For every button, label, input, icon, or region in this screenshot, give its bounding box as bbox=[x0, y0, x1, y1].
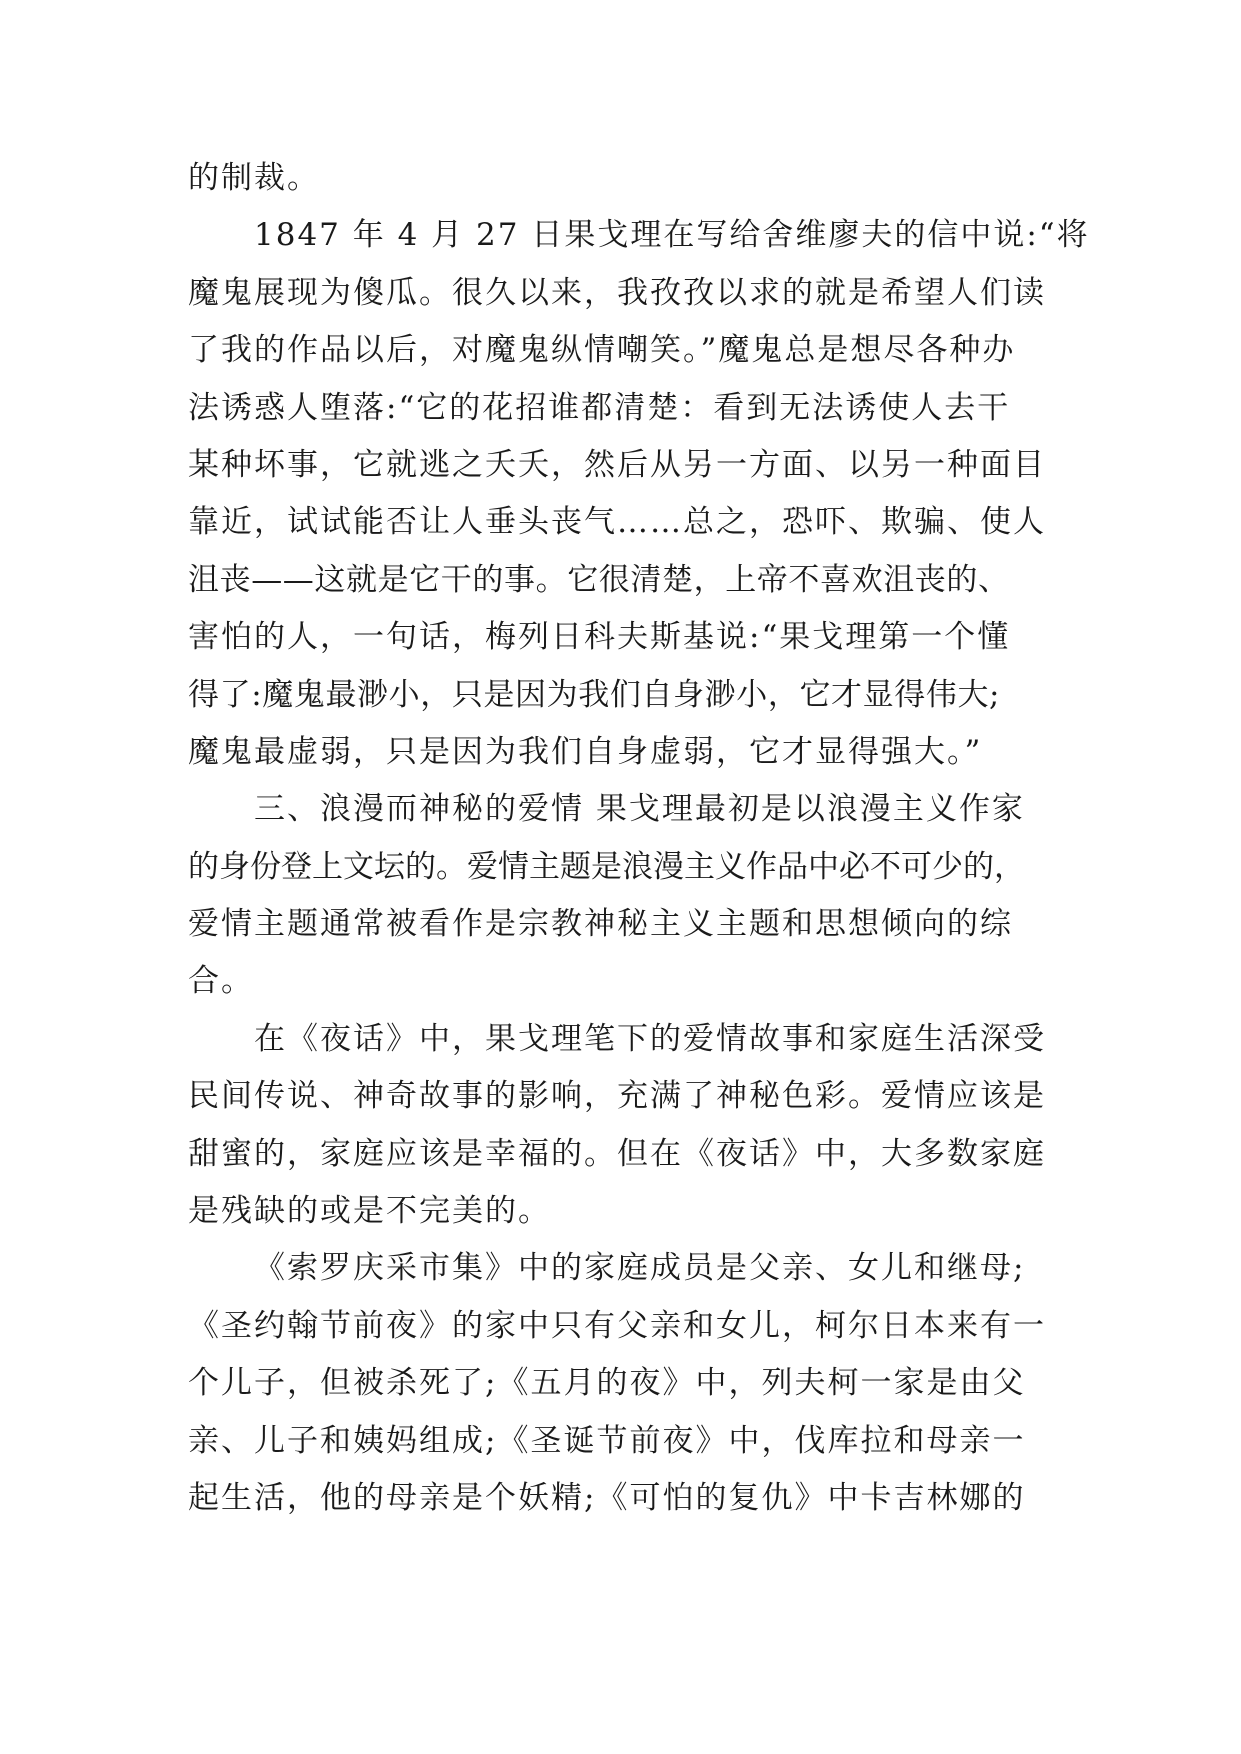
text-line: 《圣约翰节前夜》的家中只有父亲和女儿，柯尔日本来有一 bbox=[188, 1307, 1046, 1344]
text-line: 民间传说、神奇故事的影响，充满了神秘色彩。爱情应该是 bbox=[188, 1078, 1046, 1115]
text-line: 起生活，他的母亲是个妖精;《可怕的复仇》中卡吉林娜的 bbox=[188, 1479, 1026, 1516]
text-line: 甜蜜的，家庭应该是幸福的。但在《夜话》中，大多数家庭 bbox=[188, 1135, 1046, 1172]
body-text bbox=[188, 150, 1090, 1527]
text-line: 靠近，试试能否让人垂头丧气……总之，恐吓、欺骗、使人 bbox=[188, 504, 1046, 541]
text-line: 沮丧——这就是它干的事。它很清楚，上帝不喜欢沮丧的、 bbox=[188, 561, 1010, 598]
text-line: 《索罗庆采市集》中的家庭成员是父亲、女儿和继母; bbox=[254, 1250, 1026, 1287]
text-line: 了我的作品以后，对魔鬼纵情嘲笑。”魔鬼总是想尽各种办 bbox=[188, 332, 1016, 369]
text-line: 得了:魔鬼最渺小，只是因为我们自身渺小，它才显得伟大; bbox=[188, 676, 1001, 713]
text-line: 的身份登上文坛的。爱情主题是浪漫主义作品中必不可少的， bbox=[188, 848, 1025, 885]
text-line: 1847 年 4 月 27 日果戈理在写给舍维廖夫的信中说:“将 bbox=[254, 217, 1090, 254]
text-line: 法诱惑人堕落:“它的花招谁都清楚：看到无法诱使人去干 bbox=[188, 389, 1011, 426]
text-line: 害怕的人，一句话，梅列日科夫斯基说:“果戈理第一个懂 bbox=[188, 619, 1011, 656]
text-line: 个儿子，但被杀死了;《五月的夜》中，列夫柯一家是由父 bbox=[188, 1365, 1026, 1402]
text-line: 在《夜话》中，果戈理笔下的爱情故事和家庭生活深受 bbox=[254, 1020, 1046, 1057]
text-line: 爱情主题通常被看作是宗教神秘主义主题和思想倾向的综 bbox=[188, 906, 1013, 943]
text-line: 的制裁。 bbox=[188, 160, 320, 196]
text-line: 是残缺的或是不完美的。 bbox=[188, 1193, 551, 1230]
text-line: 魔鬼最虚弱，只是因为我们自身虚弱，它才显得强大。” bbox=[188, 733, 983, 770]
text-line: 魔鬼展现为傻瓜。很久以来，我孜孜以求的就是希望人们读 bbox=[188, 274, 1046, 311]
text-line: 三、浪漫而神秘的爱情 果戈理最初是以浪漫主义作家 bbox=[254, 791, 1025, 828]
text-line: 某种坏事，它就逃之夭夭，然后从另一方面、以另一种面目 bbox=[188, 446, 1046, 483]
text-line: 合。 bbox=[188, 963, 254, 1000]
text-line: 亲、儿子和姨妈组成;《圣诞节前夜》中，伐库拉和母亲一 bbox=[188, 1422, 1026, 1459]
